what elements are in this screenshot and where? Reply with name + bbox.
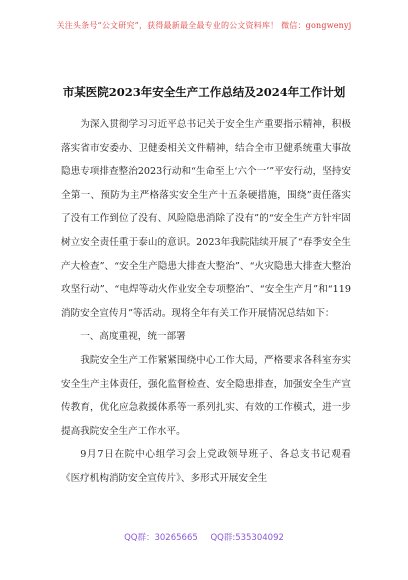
body-paragraph: 我院安全生产工作紧紧围绕中心工作大局，严格要求各科室夯实安全生产主体责任，强化监督检查、安全隐患排查，加强安全生产宣传教育，优化应急救援体系等一系列扎实、有效的工作模式，进一步提高我院安全生产工作水平。: [61, 354, 351, 437]
footer-qq-group-1: QQ群：30265665: [124, 533, 198, 543]
document-body: [61, 113, 351, 491]
body-paragraph: 为深入贯彻学习习近平总书记关于安全生产重要指示精神，积极落实省市安委办、卫健委相关文件精神，结合全市卫健系统重大事故隐患专项排查整治2023行动和“生命至上‘六个一’”平安行动，坚持安全第一、预防为主严格落实安全生产十五条硬措施，围绕”责任落实了没有工作到位了没有、风险隐患消除了没有”的“安全生产方针牢固树立安全责任重于泰山的意识。2023年我院陆续开展了“春季安全生产大检查”、“安全生产隐患大排查大整治”、“火灾隐患大排查大整治攻坚行动”、“电焊等动火作业安全专项整治”、“安全生产月”和“119消防安全宣传月”等活动。现将全年有关工作开展情况总结如下：: [61, 119, 351, 319]
section-heading: 一、高度重视，统一部署: [80, 331, 186, 343]
footer-qq-group-2: QQ群:535304092: [210, 533, 284, 543]
footer-contact: [0, 531, 408, 543]
body-paragraph: 9月7日在院中心组学习会上党政领导班子、各总支书记观看《医疗机构消防安全宣传片》、多形式开展安全生: [61, 449, 351, 484]
document-title: 市某医院2023年安全生产工作总结及2024年工作计划: [62, 85, 346, 99]
header-banner: 关注头条号“公文研究”，获得最新最全最专业的公文资料库！ 微信：gongwenyj: [56, 21, 352, 30]
